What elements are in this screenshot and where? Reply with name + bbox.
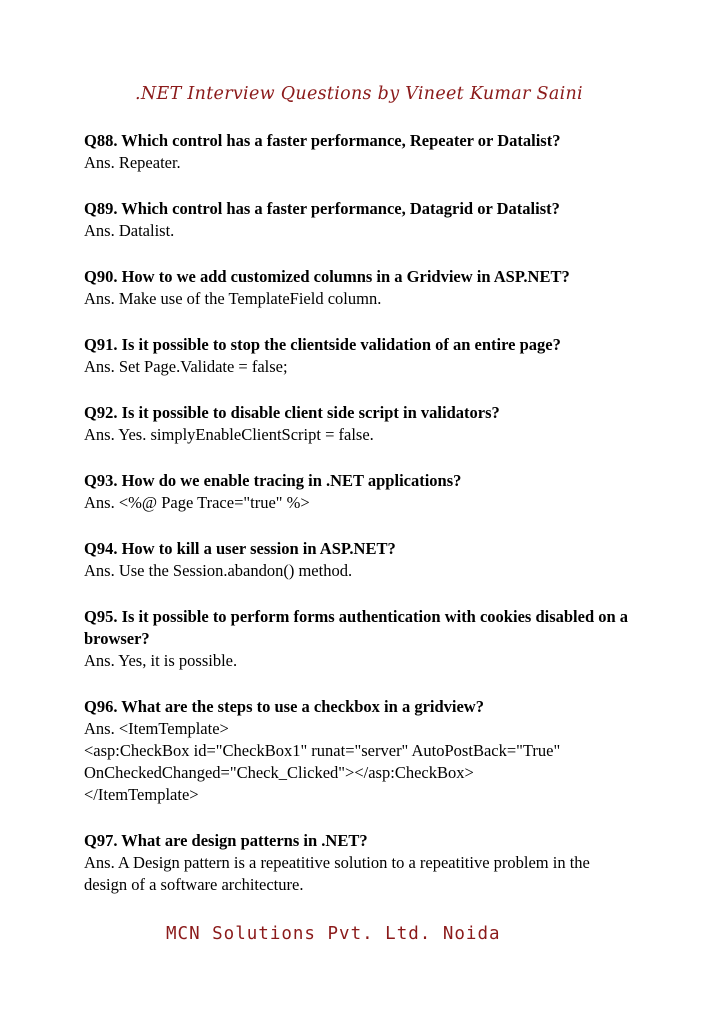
qa-item [84,402,664,446]
answer-line: <asp:CheckBox id="CheckBox1" runat="server" AutoPostBack="True" [84,741,561,760]
qa-item [84,266,664,310]
qa-item [84,130,664,174]
qa-item [84,696,664,806]
answer-line: design of a software architecture. [84,875,304,894]
page-footer: MCN Solutions Pvt. Ltd. Noida [166,924,501,944]
answer: Ans. Make use of the TemplateField column. [84,289,382,308]
question: Q88. Which control has a faster performance, Repeater or Datalist? [84,131,561,150]
question: Q90. How to we add customized columns in a Gridview in ASP.NET? [84,267,570,286]
qa-item [84,470,664,514]
answer-line: OnCheckedChanged="Check_Clicked"></asp:CheckBox> [84,763,474,782]
question: Q95. Is it possible to perform forms authentication with cookies disabled on a browser? [84,607,629,648]
question: Q94. How to kill a user session in ASP.NET? [84,539,396,558]
question: Q89. Which control has a faster performance, Datagrid or Datalist? [84,199,560,218]
question: Q92. Is it possible to disable client side script in validators? [84,403,500,422]
answer-line: Ans. A Design pattern is a repeatitive solution to a repeatitive problem in the [84,853,590,872]
answer: Ans. Yes. simplyEnableClientScript = false. [84,425,374,444]
qa-item [84,538,664,582]
answer: Ans. Yes, it is possible. [84,651,238,670]
question: Q91. Is it possible to stop the clientside validation of an entire page? [84,335,561,354]
qa-list [84,130,664,920]
qa-item [84,830,664,896]
answer-line: Ans. <ItemTemplate> [84,719,229,738]
answer-line: </ItemTemplate> [84,785,199,804]
question: Q97. What are design patterns in .NET? [84,831,368,850]
question: Q93. How do we enable tracing in .NET applications? [84,471,462,490]
answer: Ans. Repeater. [84,153,181,172]
answer: Ans. <%@ Page Trace="true" %> [84,493,310,512]
qa-item [84,198,664,242]
qa-item [84,606,664,672]
answer: Ans. Set Page.Validate = false; [84,357,288,376]
question: Q96. What are the steps to use a checkbox in a gridview? [84,697,484,716]
page-header-title: .NET Interview Questions by Vineet Kumar Saini [135,84,583,104]
qa-item [84,334,664,378]
answer: Ans. Use the Session.abandon() method. [84,561,353,580]
answer: Ans. Datalist. [84,221,175,240]
